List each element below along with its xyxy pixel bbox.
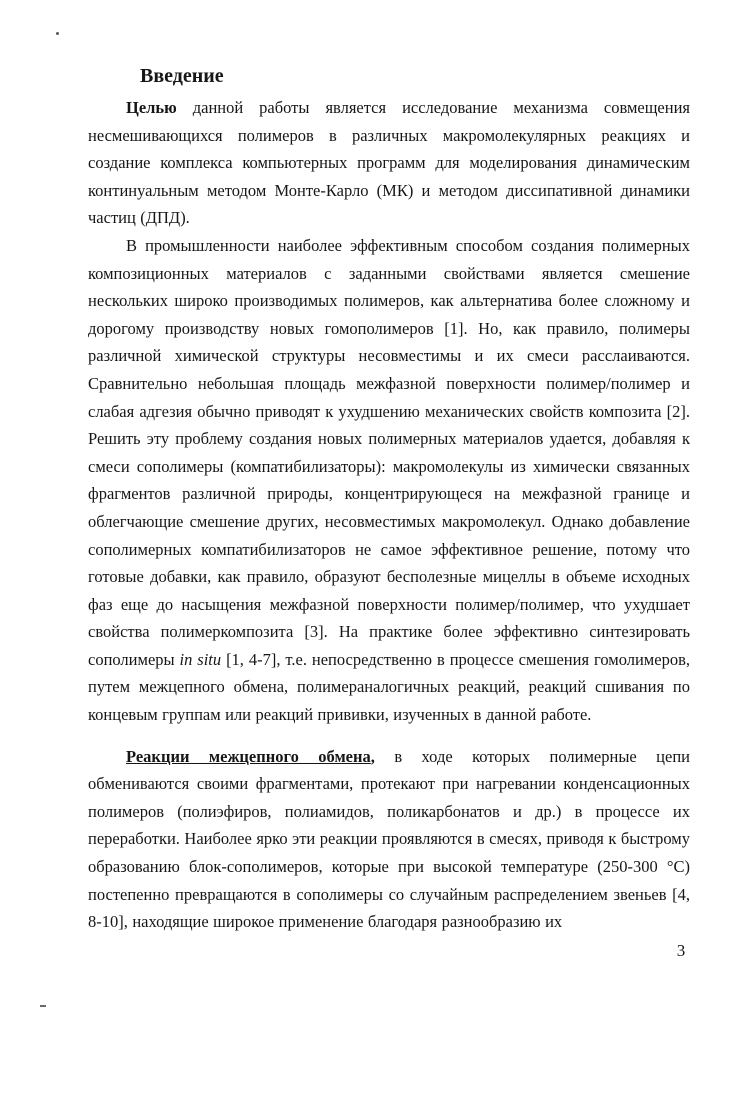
page-number: 3 [676, 941, 686, 960]
text-segment-bold-underline: Реакции межцепного обмена [126, 746, 371, 766]
paragraphs [88, 94, 690, 936]
paragraph-industry [88, 232, 690, 729]
paragraph-interchain-exchange [88, 743, 690, 936]
scan-artifact-dot [56, 32, 59, 35]
paragraph-goal [88, 94, 690, 232]
scan-artifact-dash [40, 1005, 46, 1007]
text-segment-normal: В промышленности наиболее эффективным способом создания полимерных композиционных материалов с заданными свойствами является смешение нескольких широко производимых полимеров, как альтернатива более сложному и дорогому производству новых гомополимеров [1]. Но, как правило, полимеры различной химической структуры несовместимы и их смеси расслаиваются. Сравнительно небольшая площадь межфазной поверхности полимер/полимер и слабая адгезия обычно приводят к ухудшению механических свойств композита [2]. Решить эту проблему создания новых полимерных материалов удается, добавляя к смеси сополимеры (компатибилизаторы): макромолекулы из химически связанных фрагментов различной природы, концентрирующеся на межфазной границе и облегчающие смешение других, несовместимых макромолекул. Однако добавление сополимерных компатибилизаторов не самое эффективное решение, потому что готовые добавки, как правило, образуют бесполезные мицеллы в объеме исходных фаз еще до насыщения межфазной поверхности полимер/полимер, что ухудшает свойства полимеркомпозита [3]. На практике более эффективно синтезировать сополимеры [88, 235, 690, 669]
text-segment-normal: в ходе которых полимерные цепи обмениваются своими фрагментами, протекают при нагревании конденсационных полимеров (полиэфиров, полиамидов, поликарбонатов и др.) в процессе их переработки. Наиболее ярко эти реакции проявляются в смесях, приводя к быстрому образованию блок-сополимеров, которые при высокой температуре (250-300 °С) постепенно превращаются в сополимеры со случайным распределением звеньев [4, 8-10], находящие широкое применение благодаря разнообразию их [88, 746, 690, 932]
page-title: Введение [140, 65, 224, 87]
text-segment-bold: Целью [126, 98, 177, 117]
text-segment-normal: данной работы является исследование механизма совмещения несмешивающихся полимеров в различных макромолекулярных реакциях и создание комплекса компьютерных программ для моделирования динамическим континуальным методом Монте-Карло (МК) и методом диссипативной динамики частиц (ДПД). [88, 98, 690, 228]
text-block [88, 63, 690, 936]
text-segment-bold: , [370, 746, 375, 766]
text-segment-normal: [1, 4-7], т.е. непосредственно в процессе смешения гомолимеров, путем межцепного обмена, полимераналогичных реакций, реакций сшивания по концевым группам или реакций прививки, изученных в данной работе. [88, 649, 690, 725]
text-segment-italic: in situ [179, 649, 222, 669]
